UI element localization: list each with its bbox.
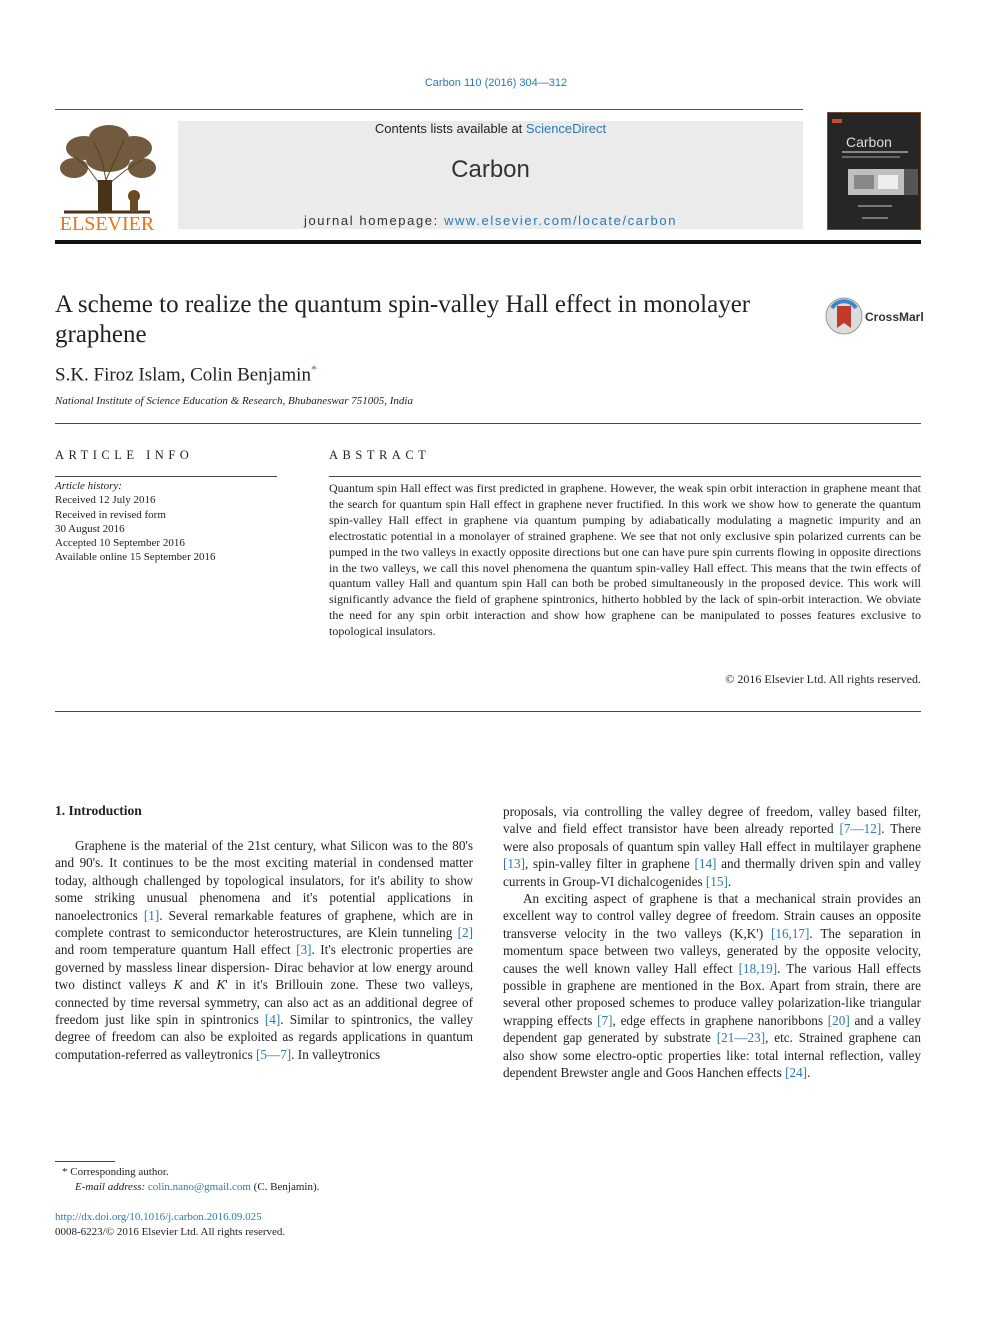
doi-link[interactable]: http://dx.doi.org/10.1016/j.carbon.2016.09.025 [55,1211,262,1223]
history-item: Available online 15 September 2016 [55,551,216,564]
introduction-heading: 1. Introduction [55,803,142,818]
corresponding-author-note: * Corresponding author. [62,1166,169,1178]
author-list: S.K. Firoz Islam, Colin Benjamin* [55,362,317,386]
abstract-text: Quantum spin Hall effect was first predicted in graphene. However, the weak spin orbit interaction in graphene meant that the search for quantum spin Hall effect in graphene never fructified. In this work we show how to generate the quantum spin-valley Hall effect in graphene via quantum pumping by adiabatically modulating a magnetic impurity and an electrostatic potential in a monolayer of strained graphene. We see that not only exclusive spin polarized currents can be pumped in the two valleys in exactly opposite directions but one can have pure spin currents flowing in opposite directions in the two valleys, we call this novel phenomena the quantum spin-valley Hall effect. This means that the twin effects of quantum valley Hall and quantum spin Hall can both be probed simultaneously in the proposed device. This work will significantly advance the field of graphene spintronics, hitherto hobbled by the lack of spin-orbit interaction. We obviate the need for any spin orbit interaction and show how graphene can be manipulated to posses features exclusive to topological insulators. [329,481,921,639]
ref-link[interactable]: [4] [264,1012,281,1028]
email-link[interactable]: colin.nano@gmail.com [147,1181,251,1193]
article-title: A scheme to realize the quantum spin-valley Hall effect in monolayer graphene [55,291,751,348]
ref-link[interactable]: [18,19] [738,960,778,976]
journal-citation[interactable]: Carbon 110 (2016) 304—312 [424,77,568,89]
journal-homepage: journal homepage: www.elsevier.com/locate/carbon [303,213,678,228]
issn-line: 0008-6223/© 2016 Elsevier Ltd. All rights reserved. [55,1226,286,1238]
ref-link[interactable]: [21—23] [716,1030,766,1046]
contents-line: Contents lists available at ScienceDirect [374,121,607,136]
history-item: Accepted 10 September 2016 [55,537,185,550]
journal-name: Carbon [451,156,530,183]
footnote-rule [55,1161,115,1162]
sciencedirect-link[interactable]: ScienceDirect [525,121,607,136]
history-item: 30 August 2016 [55,522,125,535]
ref-link[interactable]: [7—12] [839,821,882,837]
intro-column-left [55,837,473,1063]
affiliation: National Institute of Science Education & Research, Bhubaneswar 751005, India [55,395,413,407]
intro-paragraph: Graphene is the material of the 21st century, what Silicon was to the 80's and 90's. It continues to be the most exciting material in condensed matter today, although challenged by topological insulators, for it's ability to show some striking unusual phenomena and it's potential applications in nanoelectronics [1]. Several remarkable features of graphene, which are in complete contrast to semiconductor heterostructures, are Klein tunneling [2] and room temperature quantum Hall effect [3]. It's electronic properties are governed by massless linear dispersion- Dirac behavior at low energy around two distinct valleys K and K' in it's Brillouin zone. These two valleys, connected by time reversal symmetry, can also act as an additional degree of freedom just like spin in spintronics [4]. Similar to spintronics, the valley degree of freedom can also be exploited as regards applications in quantum computation-referred as valleytronics [5—7]. In valleytronics [55,838,474,1062]
ref-link[interactable]: [14] [694,856,717,872]
header-thick-rule [55,240,921,244]
history-item: Received in revised form [55,508,166,521]
abstract-rule [329,476,921,477]
intro-paragraph: proposals, via controlling the valley degree of freedom, valley based filter, valve and field effect transistor have been already reported [7—12]. There were also proposals of quantum spin valley Hall effect in multilayer graphene [13], spin-valley filter in graphene [14] and thermally driven spin and valley currents in Group-VI dichalcogenides [15]. [503,804,922,889]
ref-link[interactable]: [1] [143,907,160,923]
ref-link[interactable]: [2] [457,925,473,941]
article-info-rule [55,476,277,477]
corresponding-author-mark[interactable]: * [310,362,317,376]
article-info-heading: ARTICLE INFO [55,448,194,462]
homepage-link[interactable]: www.elsevier.com/locate/carbon [444,213,678,228]
ref-link[interactable]: [5—7] [256,1046,292,1062]
header-rule [55,109,803,110]
article-history [55,479,277,565]
rule-after-affiliation [55,423,921,424]
abstract-heading: ABSTRACT [329,448,431,462]
intro-column-right [503,803,921,1082]
ref-link[interactable]: [20] [827,1012,850,1028]
crossmark-badge[interactable] [825,296,923,336]
history-label: Article history: [55,480,122,492]
ref-link[interactable]: [24] [785,1065,808,1081]
crossmark-label: CrossMark [865,310,923,324]
email-note: E-mail address: colin.nano@gmail.com (C. Benjamin). [75,1181,320,1193]
ref-link[interactable]: [13] [503,856,525,872]
ref-link[interactable]: [15] [705,873,728,889]
history-item: Received 12 July 2016 [55,494,156,507]
journal-cover-image [827,112,921,230]
elsevier-wordmark: ELSEVIER [59,213,155,235]
intro-paragraph: An exciting aspect of graphene is that a mechanical strain provides an excellent way to control valley degree of freedom. Strain causes an opposite transverse velocity in the two valleys (K,K') [16,17]. The separation in momentum space between two valleys, generated by the opposite velocity, causes the well known valley Hall effect [18,19]. The various Hall effects possible in graphene are mentioned in the Box. Apart from strain, there are several other proposed schemes to produce valley polarization-like triangular wrapping effects [7], edge effects in graphene nanoribbons [20] and a valley dependent gap generated by substrate [21—23], etc. Strained graphene can also show some electro-optic properties like: total internal reflection, valley dependent Brewster angle and Goos Hanchen effects [24]. [503,891,922,1081]
ref-link[interactable]: [7] [597,1012,613,1028]
ref-link[interactable]: [16,17] [770,925,810,941]
svg-text:Carbon: Carbon [846,134,892,150]
abstract-copyright: © 2016 Elsevier Ltd. All rights reserved. [725,672,921,686]
ref-link[interactable]: [3] [296,942,312,958]
rule-after-abstract [55,711,921,712]
